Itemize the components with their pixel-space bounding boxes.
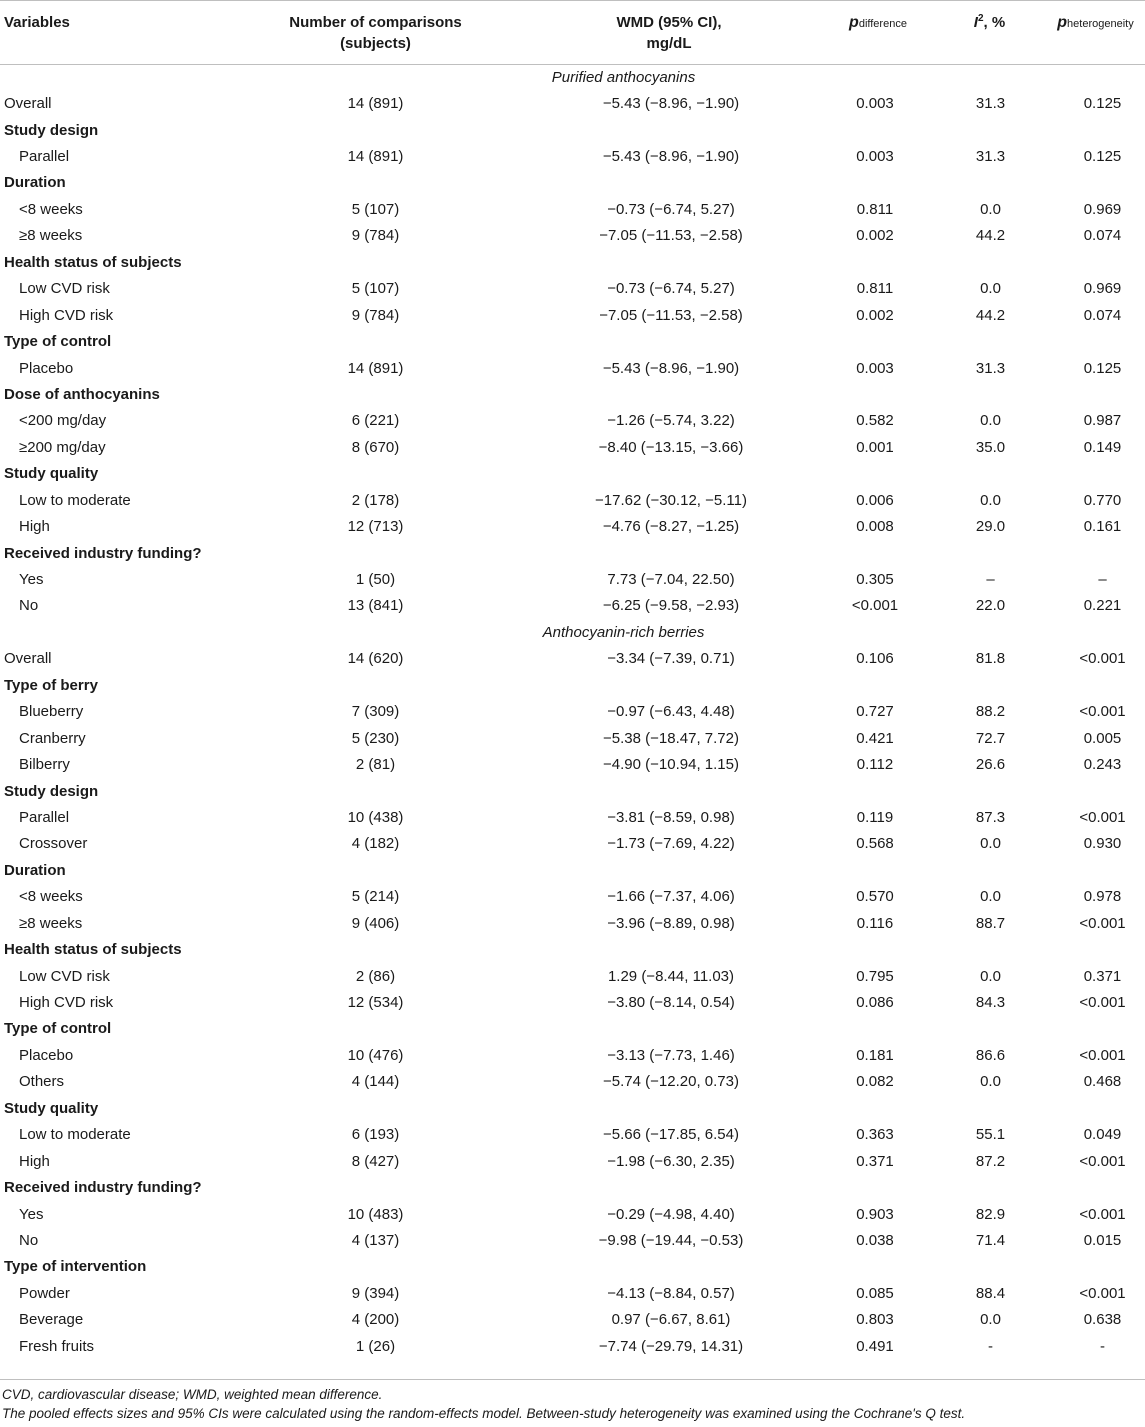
wmd-cell: 0.97 (−6.67, 8.61) [611,1311,731,1329]
variable-cell: Fresh fruits [19,1337,95,1355]
i2-cell: 31.3 [975,95,1006,113]
variable-cell: Low CVD risk [19,967,110,985]
comparisons-cell: 9 (784) [351,227,400,245]
i2-cell: 88.7 [975,914,1006,932]
p-difference-cell: 0.181 [856,1046,894,1064]
group-header-row [0,249,1145,275]
p-difference-cell: 0.363 [856,1126,894,1144]
p-heterogeneity-cell: 0.987 [1083,412,1122,430]
variable-cell: Overall [4,95,52,113]
table-row [0,725,1145,751]
p-difference-cell: <0.001 [851,597,899,615]
wmd-cell: −3.80 (−8.14, 0.54) [607,994,735,1012]
comparisons-cell: 10 (476) [347,1046,404,1064]
p-heterogeneity-cell: - [1100,1337,1105,1355]
variable-cell: Blueberry [19,703,84,721]
table-row [0,276,1145,302]
p-difference-cell: 0.491 [856,1337,894,1355]
comparisons-cell: 12 (713) [347,518,404,536]
wmd-cell: −5.43 (−8.96, −1.90) [602,359,740,377]
comparisons-cell: 4 (137) [351,1231,400,1249]
i2-cell: 31.3 [975,359,1006,377]
wmd-cell: −5.66 (−17.85, 6.54) [603,1126,739,1144]
group-header-row [0,540,1145,566]
variable-cell: ≥8 weeks [19,914,83,932]
p-heterogeneity-cell: 0.638 [1083,1311,1122,1329]
variable-cell: ≥8 weeks [19,227,83,245]
wmd-cell: −1.98 (−6.30, 2.35) [607,1152,735,1170]
p-difference-cell: 0.003 [856,359,894,377]
p-heterogeneity-cell: <0.001 [1079,808,1126,826]
p-heterogeneity-cell: 0.005 [1083,729,1122,747]
header-i2-sup: 2 [977,13,984,24]
header-i2-lead: I [973,14,978,31]
p-difference-cell: 0.903 [856,1205,894,1223]
p-heterogeneity-cell: 0.015 [1083,1231,1122,1249]
group-label: Received industry funding? [4,1179,202,1197]
p-heterogeneity-cell: <0.001 [1079,994,1126,1012]
p-heterogeneity-cell: 0.125 [1083,95,1122,113]
variable-cell: Powder [19,1284,70,1302]
comparisons-cell: 6 (221) [351,412,400,430]
i2-cell: 0.0 [980,280,1001,298]
wmd-cell: −1.66 (−7.37, 4.06) [607,888,735,906]
p-difference-cell: 0.795 [856,967,894,985]
group-label: Health status of subjects [4,253,182,271]
comparisons-cell: 9 (394) [351,1284,400,1302]
section-label: Anthocyanin-rich berries [542,623,705,641]
i2-cell: 88.4 [975,1284,1006,1302]
p-heterogeneity-cell: 0.468 [1083,1073,1122,1091]
p-difference-cell: 0.421 [856,729,894,747]
header-p-heterogeneity [1046,0,1145,64]
table-row [0,1280,1145,1306]
variable-cell: Parallel [19,148,70,166]
header-p-difference [823,0,933,64]
comparisons-cell: 5 (107) [351,280,400,298]
group-header-row [0,1016,1145,1042]
p-difference-cell: 0.001 [856,438,894,456]
p-heterogeneity-cell: <0.001 [1079,1205,1126,1223]
header-comparisons [218,0,523,64]
variable-cell: No [19,1231,39,1249]
header-i2 [933,0,1046,64]
group-label: Type of berry [4,676,98,694]
header-row [0,0,1145,64]
footnote-methods: The pooled effects sizes and 95% CIs were calculated using the random-effects model. Between-study heterogeneity was examined using the Cochrane's Q test. [2,1406,966,1421]
p-heterogeneity-cell: <0.001 [1079,1284,1126,1302]
variable-cell: Parallel [19,808,70,826]
p-difference-cell: 0.106 [856,650,894,668]
i2-cell: 71.4 [975,1231,1006,1249]
variable-cell: <8 weeks [19,888,83,906]
variable-cell: Overall [4,650,52,668]
wmd-cell: −3.34 (−7.39, 0.71) [607,650,735,668]
table-row [0,408,1145,434]
group-label: Study quality [4,1099,99,1117]
wmd-cell: −7.74 (−29.79, 14.31) [598,1337,744,1355]
variable-cell: Crossover [19,835,88,853]
variable-cell: Yes [19,571,44,589]
group-header-row [0,381,1145,407]
p-difference-cell: 0.112 [856,756,894,774]
group-label: Duration [4,861,66,879]
table-row [0,223,1145,249]
table-row [0,1333,1145,1359]
wmd-cell: −5.74 (−12.20, 0.73) [603,1073,739,1091]
variable-cell: High [19,518,50,536]
comparisons-cell: 4 (144) [351,1073,400,1091]
p-difference-cell: 0.803 [856,1311,894,1329]
table-row [0,434,1145,460]
comparisons-cell: 14 (891) [347,148,404,166]
variable-cell: ≥200 mg/day [19,438,106,456]
i2-cell: 0.0 [980,967,1001,985]
wmd-cell: −17.62 (−30.12, −5.11) [595,491,747,509]
table-row [0,196,1145,222]
comparisons-cell: 9 (784) [351,306,400,324]
comparisons-cell: 14 (620) [347,650,404,668]
variable-cell: High [19,1152,50,1170]
table-row [0,1148,1145,1174]
p-heterogeneity-cell: 0.125 [1083,148,1122,166]
wmd-cell: −3.81 (−8.59, 0.98) [607,808,735,826]
variable-cell: <200 mg/day [19,412,107,430]
table-row [0,831,1145,857]
table-row [0,751,1145,777]
variable-cell: Placebo [19,1046,74,1064]
p-difference-cell: 0.002 [856,306,894,324]
wmd-cell: 7.73 (−7.04, 22.50) [607,571,735,589]
comparisons-cell: 8 (670) [351,438,400,456]
table-row [0,804,1145,830]
i2-cell: 55.1 [975,1126,1006,1144]
p-heterogeneity-cell: 0.969 [1083,200,1122,218]
header-i2-rest: , % [983,14,1006,31]
p-heterogeneity-cell: 0.969 [1083,280,1122,298]
p-difference-cell: 0.038 [856,1231,894,1249]
variable-cell: No [19,597,39,615]
comparisons-cell: 9 (406) [351,914,400,932]
i2-cell: - [988,1337,993,1355]
i2-cell: 0.0 [980,835,1001,853]
i2-cell: 44.2 [975,227,1006,245]
p-difference-cell: 0.002 [856,227,894,245]
p-heterogeneity-cell: 0.149 [1083,438,1122,456]
variable-cell: Placebo [19,359,74,377]
group-header-row [0,170,1145,196]
table-row [0,1042,1145,1068]
table-row [0,143,1145,169]
comparisons-cell: 4 (200) [351,1311,400,1329]
table-row [0,646,1145,672]
i2-cell: 81.8 [975,650,1006,668]
group-label: Study quality [4,465,99,483]
table-row [0,699,1145,725]
group-header-row [0,1254,1145,1280]
variable-cell: Cranberry [19,729,86,747]
variable-cell: Low to moderate [19,1126,131,1144]
group-header-row [0,461,1145,487]
comparisons-cell: 14 (891) [347,95,404,113]
table-header [0,0,1145,64]
table-row [0,1227,1145,1253]
i2-cell: 87.2 [975,1152,1006,1170]
comparisons-cell: 5 (107) [351,200,400,218]
header-variables: Variables [0,0,218,64]
i2-cell: 84.3 [975,994,1006,1012]
p-difference-cell: 0.727 [856,703,894,721]
table-row [0,1307,1145,1333]
i2-cell: 0.0 [980,1073,1001,1091]
table-row [0,513,1145,539]
table-row [0,910,1145,936]
wmd-cell: −8.40 (−13.15, −3.66) [598,438,744,456]
table-row [0,989,1145,1015]
p-heterogeneity-cell: 0.978 [1083,888,1122,906]
p-difference-cell: 0.116 [856,914,894,932]
wmd-cell: 1.29 (−8.44, 11.03) [607,967,735,985]
wmd-cell: −4.13 (−8.84, 0.57) [607,1284,735,1302]
p-heterogeneity-cell: 0.371 [1083,967,1122,985]
table-row [0,90,1145,116]
footnote-abbreviations: CVD, cardiovascular disease; WMD, weighted mean difference. [2,1387,383,1402]
p-difference-cell: 0.086 [856,994,894,1012]
comparisons-cell: 2 (178) [351,491,400,509]
comparisons-cell: 13 (841) [347,597,404,615]
group-label: Study design [4,782,99,800]
wmd-cell: −5.38 (−18.47, 7.72) [603,729,739,747]
group-header-row [0,672,1145,698]
wmd-cell: −7.05 (−11.53, −2.58) [599,306,743,324]
p-heterogeneity-cell: 0.125 [1083,359,1122,377]
i2-cell: 72.7 [975,729,1006,747]
wmd-cell: −4.76 (−8.27, −1.25) [602,518,740,536]
wmd-cell: −0.73 (−6.74, 5.27) [607,200,735,218]
comparisons-cell: 10 (483) [347,1205,404,1223]
wmd-cell: −6.25 (−9.58, −2.93) [602,597,740,615]
wmd-cell: −3.96 (−8.89, 0.98) [607,914,735,932]
section-row [0,619,1145,645]
i2-cell: 0.0 [980,888,1001,906]
p-heterogeneity-cell: 0.221 [1083,597,1122,615]
variable-cell: <8 weeks [19,200,83,218]
table-row [0,355,1145,381]
table-row [0,566,1145,592]
wmd-cell: −0.73 (−6.74, 5.27) [607,280,735,298]
p-heterogeneity-cell: 0.049 [1083,1126,1122,1144]
i2-cell: 88.2 [975,703,1006,721]
wmd-cell: −0.97 (−6.43, 4.48) [607,703,735,721]
comparisons-cell: 4 (182) [351,835,400,853]
wmd-cell: −0.29 (−4.98, 4.40) [607,1205,735,1223]
p-heterogeneity-cell: <0.001 [1079,914,1126,932]
p-heterogeneity-cell: 0.161 [1083,518,1122,536]
group-label: Dose of anthocyanins [4,385,160,403]
p-heterogeneity-cell: 0.243 [1083,756,1122,774]
comparisons-cell: 6 (193) [351,1126,400,1144]
p-heterogeneity-cell: <0.001 [1079,1046,1126,1064]
header-comparisons-text: Number of comparisons (subjects) [289,14,462,52]
variable-cell: Low CVD risk [19,280,110,298]
comparisons-cell: 10 (438) [347,808,404,826]
p-heterogeneity-cell: <0.001 [1079,650,1126,668]
top-rule [0,0,1145,1]
table-body [0,64,1145,1359]
p-difference-cell: 0.003 [856,148,894,166]
header-wmd [523,0,823,64]
p-heterogeneity-cell: 0.930 [1083,835,1122,853]
table-row [0,302,1145,328]
group-header-row [0,857,1145,883]
table-row [0,1122,1145,1148]
variable-cell: Low to moderate [19,491,131,509]
table-row [0,884,1145,910]
group-label: Duration [4,174,66,192]
p-difference-cell: 0.305 [856,571,894,589]
i2-cell: 44.2 [975,306,1006,324]
p-difference-cell: 0.570 [856,888,894,906]
header-p-heterogeneity-sub: heterogeneity [1067,18,1134,30]
header-wmd-text: WMD (95% CI), mg/dL [616,14,722,52]
p-difference-cell: 0.811 [856,280,894,298]
bottom-rule [0,1379,1145,1380]
header-p-heterogeneity-lead: p [1057,14,1068,31]
group-label: Type of control [4,1020,112,1038]
wmd-cell: −1.26 (−5.74, 3.22) [607,412,735,430]
i2-cell: 31.3 [975,148,1006,166]
p-difference-cell: 0.119 [856,808,894,826]
p-difference-cell: 0.568 [856,835,894,853]
p-heterogeneity-cell: <0.001 [1079,1152,1126,1170]
wmd-cell: −9.98 (−19.44, −0.53) [598,1231,744,1249]
group-header-row [0,778,1145,804]
comparisons-cell: 12 (534) [347,994,404,1012]
group-label: Received industry funding? [4,544,202,562]
wmd-cell: −3.13 (−7.73, 1.46) [607,1046,735,1064]
variable-cell: High CVD risk [19,306,114,324]
p-heterogeneity-cell: 0.074 [1083,306,1122,324]
p-difference-cell: 0.085 [856,1284,894,1302]
variable-cell: Yes [19,1205,44,1223]
comparisons-cell: 14 (891) [347,359,404,377]
p-heterogeneity-cell: 0.770 [1083,491,1122,509]
comparisons-cell: 1 (26) [355,1337,396,1355]
comparisons-cell: 5 (230) [351,729,400,747]
comparisons-cell: 2 (86) [355,967,396,985]
variable-cell: Beverage [19,1311,84,1329]
group-header-row [0,328,1145,354]
group-label: Type of intervention [4,1258,147,1276]
wmd-cell: −4.90 (−10.94, 1.15) [603,756,739,774]
table-row [0,963,1145,989]
p-difference-cell: 0.582 [856,412,894,430]
i2-cell: 0.0 [980,412,1001,430]
i2-cell: 29.0 [975,518,1006,536]
wmd-cell: −1.73 (−7.69, 4.22) [607,835,735,853]
p-heterogeneity-cell: – [1098,571,1107,589]
comparisons-cell: 7 (309) [351,703,400,721]
i2-cell: 26.6 [975,756,1006,774]
comparisons-cell: 5 (214) [351,888,400,906]
comparisons-cell: 1 (50) [355,571,396,589]
i2-cell: 86.6 [975,1046,1006,1064]
table-row [0,593,1145,619]
wmd-cell: −5.43 (−8.96, −1.90) [602,95,740,113]
group-header-row [0,1095,1145,1121]
variable-cell: Others [19,1073,65,1091]
i2-cell: 87.3 [975,808,1006,826]
p-difference-cell: 0.008 [856,518,894,536]
comparisons-cell: 2 (81) [355,756,396,774]
p-difference-cell: 0.371 [856,1152,894,1170]
group-label: Health status of subjects [4,941,182,959]
section-row [0,64,1145,90]
p-heterogeneity-cell: 0.074 [1083,227,1122,245]
variable-cell: High CVD risk [19,994,114,1012]
table-row [0,1069,1145,1095]
wmd-cell: −5.43 (−8.96, −1.90) [602,148,740,166]
group-label: Study design [4,121,99,139]
i2-cell: 35.0 [975,438,1006,456]
i2-cell: 0.0 [980,1311,1001,1329]
section-label: Purified anthocyanins [551,68,696,86]
header-p-difference-lead: p [849,14,859,31]
i2-cell: – [986,571,995,589]
p-difference-cell: 0.006 [856,491,894,509]
i2-cell: 22.0 [975,597,1006,615]
table-row [0,1201,1145,1227]
group-label: Type of control [4,333,112,351]
p-difference-cell: 0.003 [856,95,894,113]
variable-cell: Bilberry [19,756,70,774]
group-header-row [0,1174,1145,1200]
i2-cell: 0.0 [980,200,1001,218]
i2-cell: 82.9 [975,1205,1006,1223]
p-heterogeneity-cell: <0.001 [1079,703,1126,721]
wmd-cell: −7.05 (−11.53, −2.58) [599,227,743,245]
group-header-row [0,936,1145,962]
group-header-row [0,117,1145,143]
header-p-difference-sub: difference [858,18,907,30]
p-difference-cell: 0.811 [856,200,894,218]
i2-cell: 0.0 [980,491,1001,509]
p-difference-cell: 0.082 [856,1073,894,1091]
comparisons-cell: 8 (427) [351,1152,400,1170]
table-row [0,487,1145,513]
